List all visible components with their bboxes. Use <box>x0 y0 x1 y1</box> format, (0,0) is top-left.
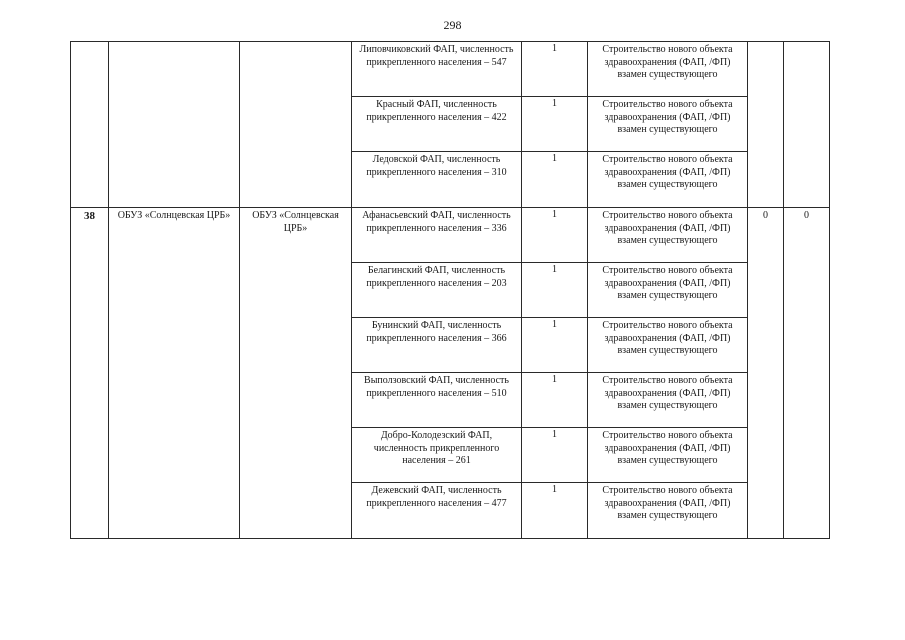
value-a-cell <box>748 42 784 208</box>
organization-cell: ОБУЗ «Солнцевская ЦРБ» <box>109 208 240 539</box>
quantity-cell: 1 <box>522 263 588 318</box>
action-cell: Строительство нового объекта здравоохранения (ФАП, /ФП) взамен существующего <box>588 208 748 263</box>
value-a-cell: 0 <box>748 208 784 539</box>
quantity-cell: 1 <box>522 428 588 483</box>
quantity-cell: 1 <box>522 483 588 539</box>
table-row <box>71 208 830 263</box>
action-cell: Строительство нового объекта здравоохранения (ФАП, /ФП) взамен существующего <box>588 483 748 539</box>
facility-cell: Красный ФАП, численность прикрепленного населения – 422 <box>352 97 522 152</box>
quantity-cell: 1 <box>522 97 588 152</box>
operator-cell <box>240 42 352 208</box>
facility-cell: Выползовский ФАП, численность прикрепленного населения – 510 <box>352 373 522 428</box>
value-b-cell: 0 <box>784 208 830 539</box>
facility-cell: Дежевский ФАП, численность прикрепленного населения – 477 <box>352 483 522 539</box>
page-number: 298 <box>443 18 462 32</box>
number-cell <box>71 42 109 208</box>
health-facility-table <box>70 41 830 539</box>
facility-cell: Ледовской ФАП, численность прикрепленного населения – 310 <box>352 152 522 208</box>
action-cell: Строительство нового объекта здравоохранения (ФАП, /ФП) взамен существующего <box>588 152 748 208</box>
value-b-cell <box>784 42 830 208</box>
quantity-cell: 1 <box>522 152 588 208</box>
facility-cell: Афанасьевский ФАП, численность прикрепленного населения – 336 <box>352 208 522 263</box>
facility-cell: Бунинский ФАП, численность прикрепленного населения – 366 <box>352 318 522 373</box>
quantity-cell: 1 <box>522 318 588 373</box>
action-cell: Строительство нового объекта здравоохранения (ФАП, /ФП) взамен существующего <box>588 97 748 152</box>
action-cell: Строительство нового объекта здравоохранения (ФАП, /ФП) взамен существующего <box>588 318 748 373</box>
action-cell: Строительство нового объекта здравоохранения (ФАП, /ФП) взамен существующего <box>588 428 748 483</box>
organization-cell <box>109 42 240 208</box>
entry-number-cell: 38 <box>71 208 109 539</box>
operator-cell: ОБУЗ «Солнцевская ЦРБ» <box>240 208 352 539</box>
facility-cell: Белагинский ФАП, численность прикрепленного населения – 203 <box>352 263 522 318</box>
action-cell: Строительство нового объекта здравоохранения (ФАП, /ФП) взамен существующего <box>588 373 748 428</box>
facility-cell: Добро-Колодезский ФАП, численность прикрепленного населения – 261 <box>352 428 522 483</box>
table-row <box>71 42 830 97</box>
quantity-cell: 1 <box>522 42 588 97</box>
action-cell: Строительство нового объекта здравоохранения (ФАП, /ФП) взамен существующего <box>588 42 748 97</box>
facility-cell: Липовчиковский ФАП, численность прикрепленного населения – 547 <box>352 42 522 97</box>
quantity-cell: 1 <box>522 208 588 263</box>
action-cell: Строительство нового объекта здравоохранения (ФАП, /ФП) взамен существующего <box>588 263 748 318</box>
quantity-cell: 1 <box>522 373 588 428</box>
